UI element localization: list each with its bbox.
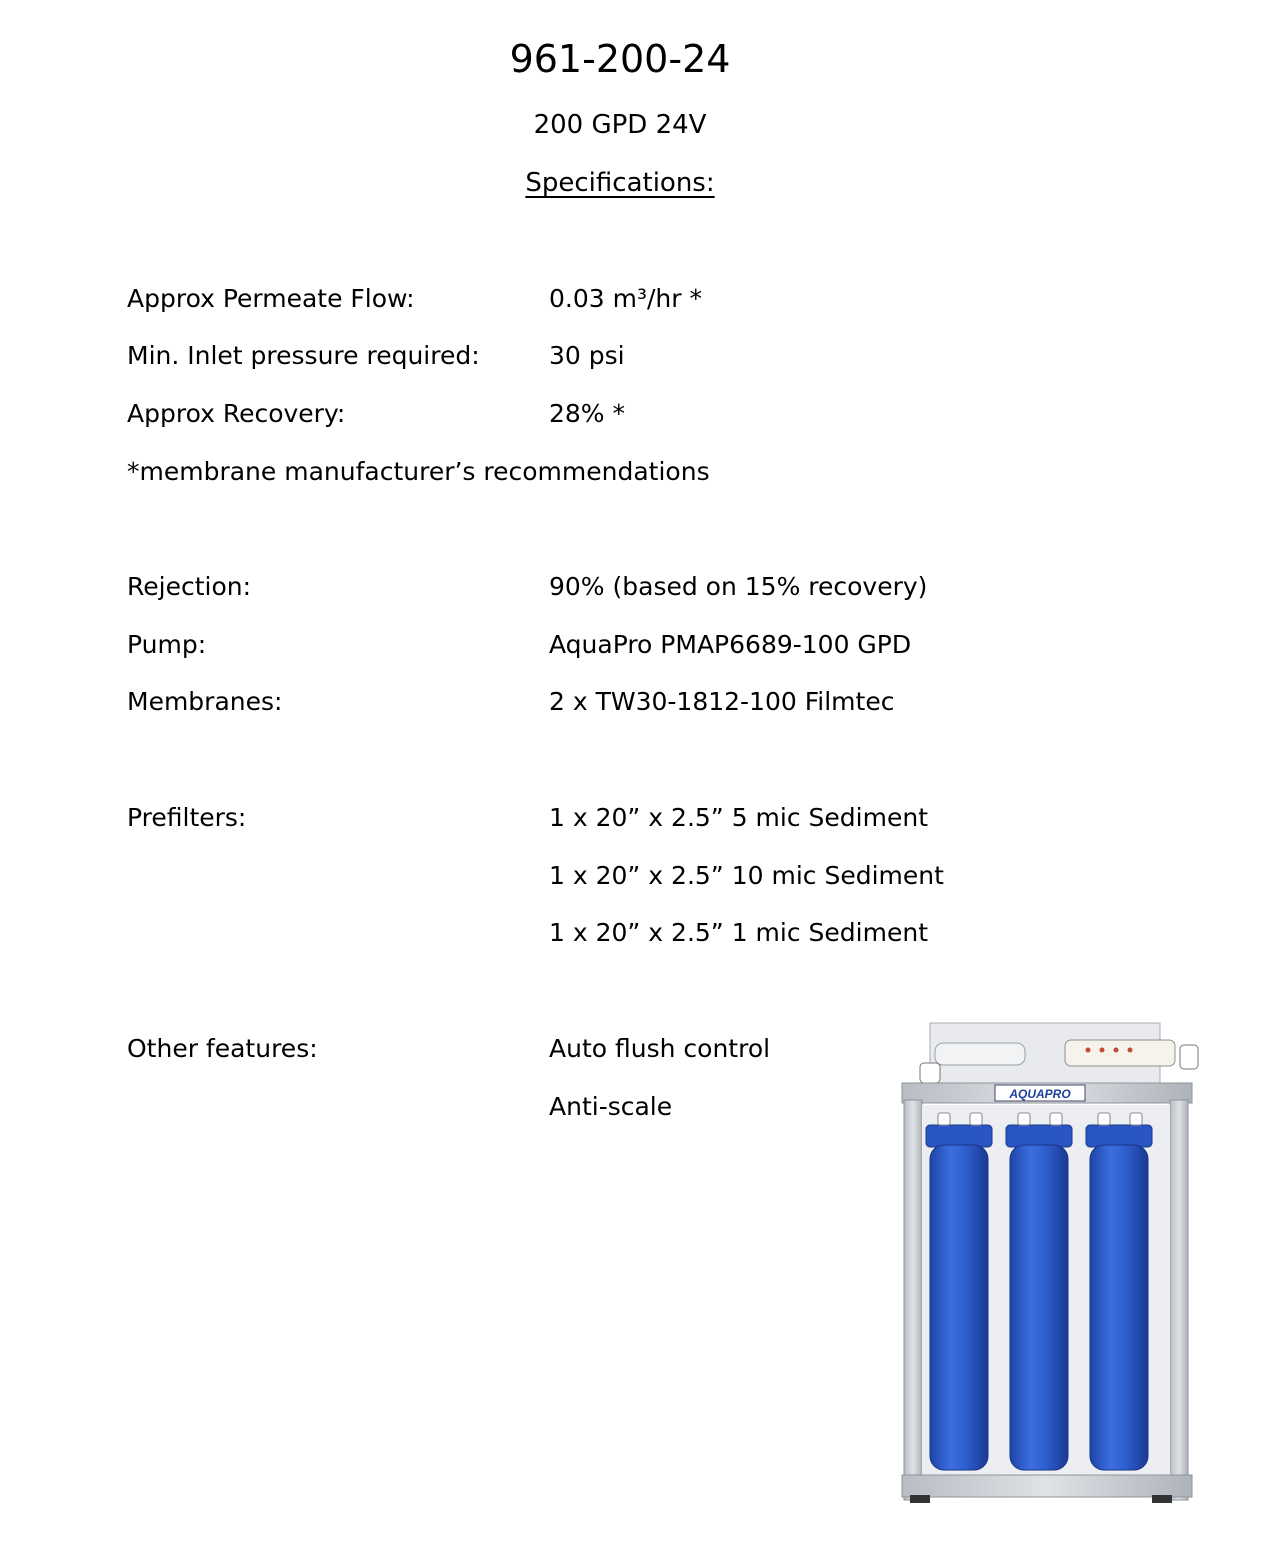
spec-value: 30 psi (549, 341, 625, 370)
spec-value: 1 x 20” x 2.5” 10 mic Sediment (549, 861, 944, 890)
spec-label: Membranes: (127, 687, 283, 716)
spec-row-permeate-flow (0, 282, 1264, 316)
spec-row-recovery (0, 397, 1264, 431)
spec-value: 1 x 20” x 2.5” 5 mic Sediment (549, 803, 928, 832)
spec-row-membranes (0, 685, 1264, 719)
spec-row-inlet-pressure (0, 339, 1264, 373)
spec-value: 0.03 m³/hr * (549, 284, 702, 313)
spec-value: AquaPro PMAP6689-100 GPD (549, 630, 912, 659)
spec-value: Anti-scale (549, 1092, 673, 1121)
spec-label: Min. Inlet pressure required: (127, 341, 480, 370)
spec-row-prefilter-3 (0, 916, 1264, 950)
product-image (890, 1005, 1230, 1525)
spec-label: Approx Recovery: (127, 399, 346, 428)
product-logo-text: AQUAPRO (1009, 1087, 1071, 1101)
spec-row-prefilter-2 (0, 859, 1264, 893)
ro-system-illustration (890, 1005, 1230, 1525)
spec-row-prefilters (0, 801, 1264, 835)
spec-label: Pump: (127, 630, 207, 659)
spec-row-pump (0, 628, 1264, 662)
spec-row-rejection (0, 570, 1264, 604)
document-title: 961-200-24 (509, 37, 731, 81)
specifications-heading-text: Specifications: (525, 168, 715, 198)
spec-value: 2 x TW30-1812-100 Filmtec (549, 687, 895, 716)
specifications-heading (0, 166, 1240, 200)
spec-label: Approx Permeate Flow: (127, 284, 415, 313)
spec-value: 90% (based on 15% recovery) (549, 572, 928, 601)
spec-label: Other features: (127, 1034, 318, 1063)
spec-label: Rejection: (127, 572, 252, 601)
spec-value: 1 x 20” x 2.5” 1 mic Sediment (549, 918, 928, 947)
footnote: *membrane manufacturer’s recommendations (127, 457, 710, 486)
document-subtitle: 200 GPD 24V (533, 110, 707, 140)
spec-label: Prefilters: (127, 803, 247, 832)
spec-value: Auto flush control (549, 1034, 771, 1063)
spec-value: 28% * (549, 399, 626, 428)
